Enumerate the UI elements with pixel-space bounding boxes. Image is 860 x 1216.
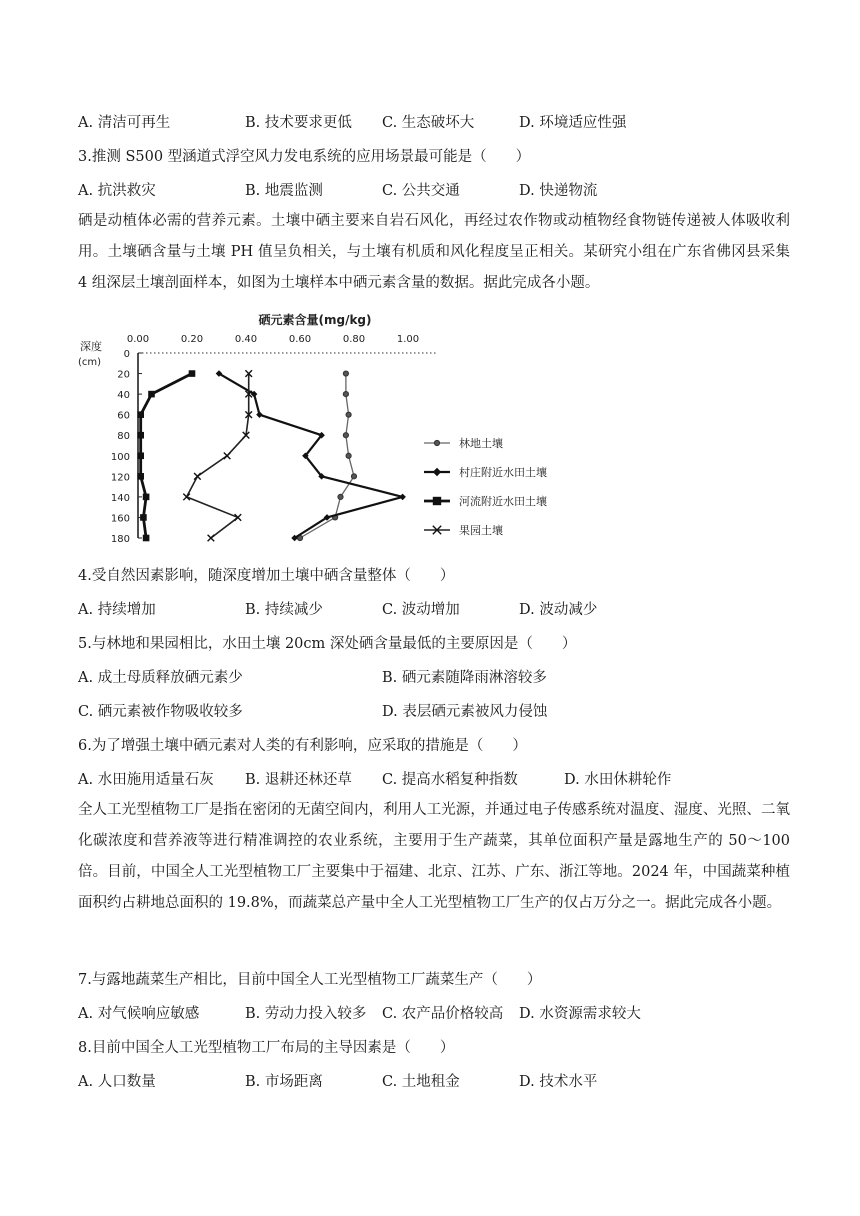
data-point	[343, 371, 348, 376]
q5-options-row1	[78, 666, 798, 688]
data-point	[224, 452, 231, 459]
option-c: C. 土地租金	[382, 1074, 460, 1090]
q8-options	[78, 1070, 798, 1092]
data-point	[346, 453, 351, 458]
y-axis-unit: (cm)	[78, 357, 102, 368]
x-tick-label: 0.60	[288, 334, 312, 345]
chart-ticks	[111, 334, 419, 545]
data-point	[137, 411, 144, 418]
option-c: C. 农产品价格较高	[382, 1006, 504, 1022]
option-b: B. 持续减少	[245, 602, 323, 618]
selenium-chart	[78, 310, 598, 550]
question-3-stem: 3.推测 S500 型涵道式浮空风力发电系统的应用场景最可能是（ ）	[78, 149, 531, 165]
data-point	[338, 494, 343, 499]
legend-item	[424, 465, 547, 479]
y-tick-label: 180	[110, 534, 130, 545]
data-point	[148, 391, 155, 398]
option-d: D. 技术水平	[519, 1074, 598, 1090]
option-c: C. 生态破坏大	[382, 115, 475, 131]
y-tick-label: 160	[110, 513, 130, 525]
y-tick-label: 20	[117, 369, 130, 381]
option-b: B. 技术要求更低	[245, 115, 352, 131]
data-point	[137, 473, 144, 480]
q5-options-row2	[78, 700, 798, 722]
y-tick-label: 100	[110, 451, 130, 463]
y-tick-label: 120	[110, 472, 130, 484]
legend-item	[424, 494, 547, 508]
q2-options	[78, 111, 798, 133]
data-point	[137, 452, 144, 459]
x-tick-label: 1.00	[396, 334, 420, 345]
option-a: A. 抗洪救灾	[78, 183, 156, 199]
question-4-stem: 4.受自然因素影响，随深度增加土壤中硒含量整体（ ）	[78, 568, 455, 584]
question-5-stem: 5.与林地和果园相比，水田土壤 20cm 深处硒含量最低的主要原因是（ ）	[78, 636, 577, 652]
x-tick-label: 0.00	[126, 334, 150, 345]
y-tick-label: 0	[123, 349, 130, 360]
data-point	[208, 535, 215, 542]
passage-plant-factory: 全人工光型植物工厂是指在密闭的无菌空间内，利用人工光源，并通过电子传感系统对温度、湿度、光照、二氧化碳浓度和营养液等进行精准调控的农业系统，主要用于生产蔬菜，其单位面积产量是露地生产的 50～100 倍。目前，中国全人工光型植物工厂主要集中于福建、北京、江苏、广东、浙江等地。2024 年，中国蔬菜种植面积约占耕地总面积的 19.8%，而蔬菜总产量中全人工光型植物工厂生产的仅占万分之一。据此完成各小题。	[78, 802, 790, 911]
data-point	[143, 535, 150, 542]
q4-options	[78, 598, 798, 620]
option-a: A. 持续增加	[78, 602, 156, 618]
legend-marker	[433, 468, 441, 476]
legend-label: 河流附近水田土壤	[459, 495, 547, 508]
data-point	[140, 514, 147, 521]
y-tick-label: 80	[117, 431, 130, 443]
series-line	[141, 374, 192, 538]
option-b: B. 市场距离	[245, 1074, 323, 1090]
chart-axes	[138, 353, 438, 538]
series-3	[137, 370, 195, 541]
data-point	[183, 494, 190, 501]
series-2	[216, 370, 406, 541]
question-7-stem: 7.与露地蔬菜生产相比，目前中国全人工光型植物工厂蔬菜生产（ ）	[78, 972, 542, 988]
data-point	[256, 411, 263, 418]
legend-item	[424, 523, 503, 537]
data-point	[194, 473, 201, 480]
series-line	[187, 374, 249, 538]
question-8-stem: 8.目前中国全人工光型植物工厂布局的主导因素是（ ）	[78, 1040, 455, 1056]
legend-item	[424, 436, 503, 450]
data-point	[399, 494, 406, 501]
legend-marker	[434, 440, 439, 445]
option-a: A. 水田施用适量石灰	[78, 772, 214, 788]
data-point	[137, 432, 144, 439]
legend-label: 果园土壤	[459, 524, 503, 537]
data-point	[189, 370, 196, 377]
option-c: C. 提高水稻复种指数	[382, 772, 518, 788]
passage-selenium: 硒是动植体必需的营养元素。土壤中硒主要来自岩石风化，再经过农作物或动植物经食物链传递被人体吸收利用。土壤硒含量与土壤 PH 值呈负相关，与土壤有机质和风化程度呈正相关。某研究小组在广东省佛冈县采集 4 组深层土壤剖面样本，如图为土壤样本中硒元素含量的数据。据此完成各小题。	[78, 213, 790, 291]
question-6-stem: 6.为了增强土壤中硒元素对人类的有利影响，应采取的措施是（ ）	[78, 738, 527, 754]
y-axis-label: 深度	[80, 340, 102, 353]
option-c: C. 波动增加	[382, 602, 460, 618]
data-point	[343, 433, 348, 438]
chart-title: 硒元素含量(mg/kg)	[258, 313, 372, 327]
legend-marker	[433, 497, 441, 505]
option-a: A. 对气候响应敏感	[78, 1006, 200, 1022]
option-a: A. 清洁可再生	[78, 115, 171, 131]
chart-plot-area	[137, 370, 406, 541]
option-d: D. 水资源需求较大	[519, 1006, 641, 1022]
option-b: B. 硒元素随降雨淋溶较多	[382, 670, 547, 686]
option-b: B. 劳动力投入较多	[245, 1006, 367, 1022]
data-point	[351, 474, 356, 479]
data-point	[235, 514, 242, 521]
q3-options	[78, 179, 798, 201]
option-b: B. 地震监测	[245, 183, 323, 199]
option-a: A. 成土母质释放硒元素少	[78, 670, 243, 686]
option-d: D. 波动减少	[519, 602, 598, 618]
option-d: D. 环境适应性强	[519, 115, 627, 131]
option-c: C. 公共交通	[382, 183, 460, 199]
option-a: A. 人口数量	[78, 1074, 156, 1090]
data-point	[343, 392, 348, 397]
data-point	[346, 412, 351, 417]
series-line	[219, 374, 403, 538]
legend-label: 村庄附近水田土壤	[459, 466, 547, 479]
option-b: B. 退耕还林还草	[245, 772, 352, 788]
x-tick-label: 0.20	[180, 334, 204, 345]
data-point	[143, 494, 150, 501]
option-d: D. 表层硒元素被风力侵蚀	[382, 704, 548, 720]
y-tick-label: 140	[110, 492, 130, 504]
x-tick-label: 0.80	[342, 334, 366, 345]
series-4	[183, 370, 252, 541]
legend-label: 林地土壤	[459, 437, 503, 450]
option-c: C. 硒元素被作物吸收较多	[78, 704, 243, 720]
q6-options	[78, 768, 798, 790]
option-d: D. 水田休耕轮作	[564, 772, 672, 788]
x-tick-label: 0.40	[234, 334, 258, 345]
option-d: D. 快递物流	[519, 183, 598, 199]
y-tick-label: 40	[117, 390, 130, 402]
chart-legend	[424, 436, 547, 537]
q7-options	[78, 1002, 798, 1024]
y-tick-label: 60	[117, 410, 130, 422]
